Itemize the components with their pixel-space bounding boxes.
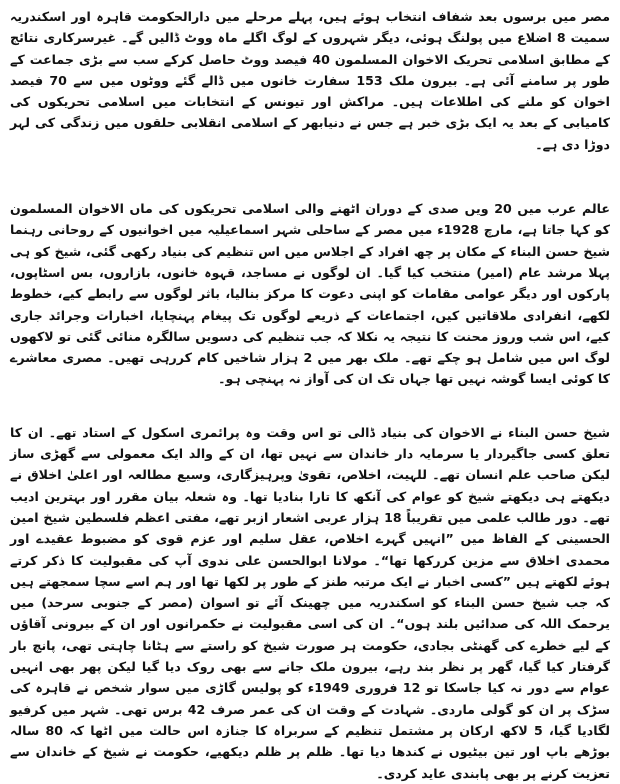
- paragraph-spacer: [10, 155, 610, 198]
- paragraph-ikhwan-founding: عالم عرب میں 20 ویں صدی کے دوران اٹھنے والی اسلامی تحریکوں کی ماں الاخوان المسلمون کو کہا جاتا ہے، مارچ 1928ء میں مصر کے ساحلی شہر اسماعیلیہ میں اخوانیوں کے روحانی رہنما شیخ حسن البناء کے مکان پر چھ افراد کے اجلاس میں اس تنظیم کی بنیاد رکھی گئی، شیخ کو ہی پہلا مرشد عام (امیر) منتخب کیا گیا۔ ان لوگوں نے مساجد، قہوہ خانوں، بازاروں، بس اسٹاپوں، پارکوں اور دیگر عوامی مقامات کو اپنی دعوت کا مرکز بنالیا، باثر لوگوں سے رابطے کیے، خطوط لکھے، انفرادی ملاقاتیں کیں، اجتماعات کے ذریعے لوگوں تک پیغام پہنچایا، اخبارات وجرائد جاری کیے، اس شب وروز محنت کا نتیجہ یہ نکلا کہ جب تنظیم کی دسویں سالگرہ منائی گئی تو لاکھوں لوگ اس میں شامل ہو چکے تھے۔ ملک بھر میں 2 ہزار شاخیں کام کررہی تھیں۔ مصری معاشرے کا کوئی ایسا گوشہ نہیں تھا جہاں تک ان کی آواز نہ پہنچی ہو۔: [10, 201, 610, 387]
- paragraph-egypt-elections: مصر میں برسوں بعد شفاف انتخاب ہوئے ہیں، پہلے مرحلے میں دارالحکومت قاہرہ اور اسکندریہ سمیت 8 اضلاع میں پولنگ ہوئی، دیگر شہروں کے لوگ اگلے ماہ ووٹ ڈالیں گے۔ غیرسرکاری نتائج کے مطابق اسلامی تحریک الاخوان المسلمون 40 فیصد ووٹ حاصل کرکے سب سے بڑی جماعت کے طور پر سامنے آئی ہے۔ بیرون ملک 153 سفارت خانوں میں ڈالے گئے ووٹوں میں سے 70 فیصد اخوان کو ملنے کی اطلاعات ہیں۔ مراکش اور تیونس کے انتخابات میں اسلامی تحریکوں کی کامیابی کے بعد یہ ایک بڑی خبر ہے جس نے دنیابھر کے اسلامی انقلابی حلقوں میں زندگی کی لہر دوڑا دی ہے۔: [10, 9, 611, 152]
- paragraph-spacer: [10, 390, 610, 422]
- paragraph-hassan-al-banna: شیخ حسن البناء نے الاخوان کی بنیاد ڈالی تو اس وقت وہ پرائمری اسکول کے استاد تھے۔ ان کا تعلق کسی جاگیردار یا سرمایہ دار خاندان سے نہیں تھا، ان کے والد ایک معمولی سے گھڑی ساز لیکن صاحب علم انسان تھے۔ للہیت، اخلاص، تقویٰ وپرہیزگاری، وسیع مطالعہ اور اعلیٰ اخلاق نے دیکھتے ہی دیکھتے شیخ کو عوام کی آنکھ کا تارا بنادیا تھا۔ وہ شعلہ بیان مقرر اور بہترین ادیب تھے۔ دور طالب علمی میں تقریباً 18 ہزار عربی اشعار ازبر تھے، مفتی اعظم فلسطین شیخ امین الحسینی کے الفاظ میں ”انہیں گہرے اخلاص، عقل سلیم اور عزم قوی کو مضبوط عقیدے اور محمدی اخلاق سے مزین کررکھا تھا“۔ مولانا ابوالحسن علی ندوی آپ کی مقبولیت کا ذکر کرتے ہوئے لکھتے ہیں ”کسی اخبار نے ایک مرتبہ طنز کے طور پر لکھا تھا اور ہم اسے سچا سمجھتے ہیں کہ جب شیخ حسن البناء کو اسکندریہ میں چھینک آئے تو اسوان (مصر کے جنوبی سرحد) میں یرحمک اللہ کی صدائیں بلند ہوں“۔ ان کی اسی مقبولیت نے حکمرانوں اور ان کے بیرونی آقاؤں کے لیے خطرے کی گھنٹی بجادی، حکومت ہر صورت شیخ کو راستے سے ہٹانا چاہتی تھی، پانچ بار گرفتار کیا گیا، گھر پر نظر بند رہے، بیرون ملک جانے سے بھی روک دیا گیا لیکن پھر بھی انہیں عوام سے دور نہ کیا جاسکا تو 12 فروری 1949ء کو پولیس گاڑی میں سوار شخص نے قاہرہ کی سڑک پر ان کو گولی ماردی۔ شہادت کے وقت ان کی عمر صرف 42 برس تھی۔ شہر میں کرفیو لگادیا گیا، 5 لاکھ ارکان پر مشتمل تنظیم کے سربراہ کا جنازہ اس حالت میں اٹھا کہ 80 سالہ بوڑھے باپ اور تین بیٹیوں نے کندھا دیا تھا۔ ظلم پر ظلم دیکھیے، حکومت نے شیخ کے خاندان سے تعزیت کرنے پر بھی پابندی عاید کردی۔: [10, 424, 611, 781]
